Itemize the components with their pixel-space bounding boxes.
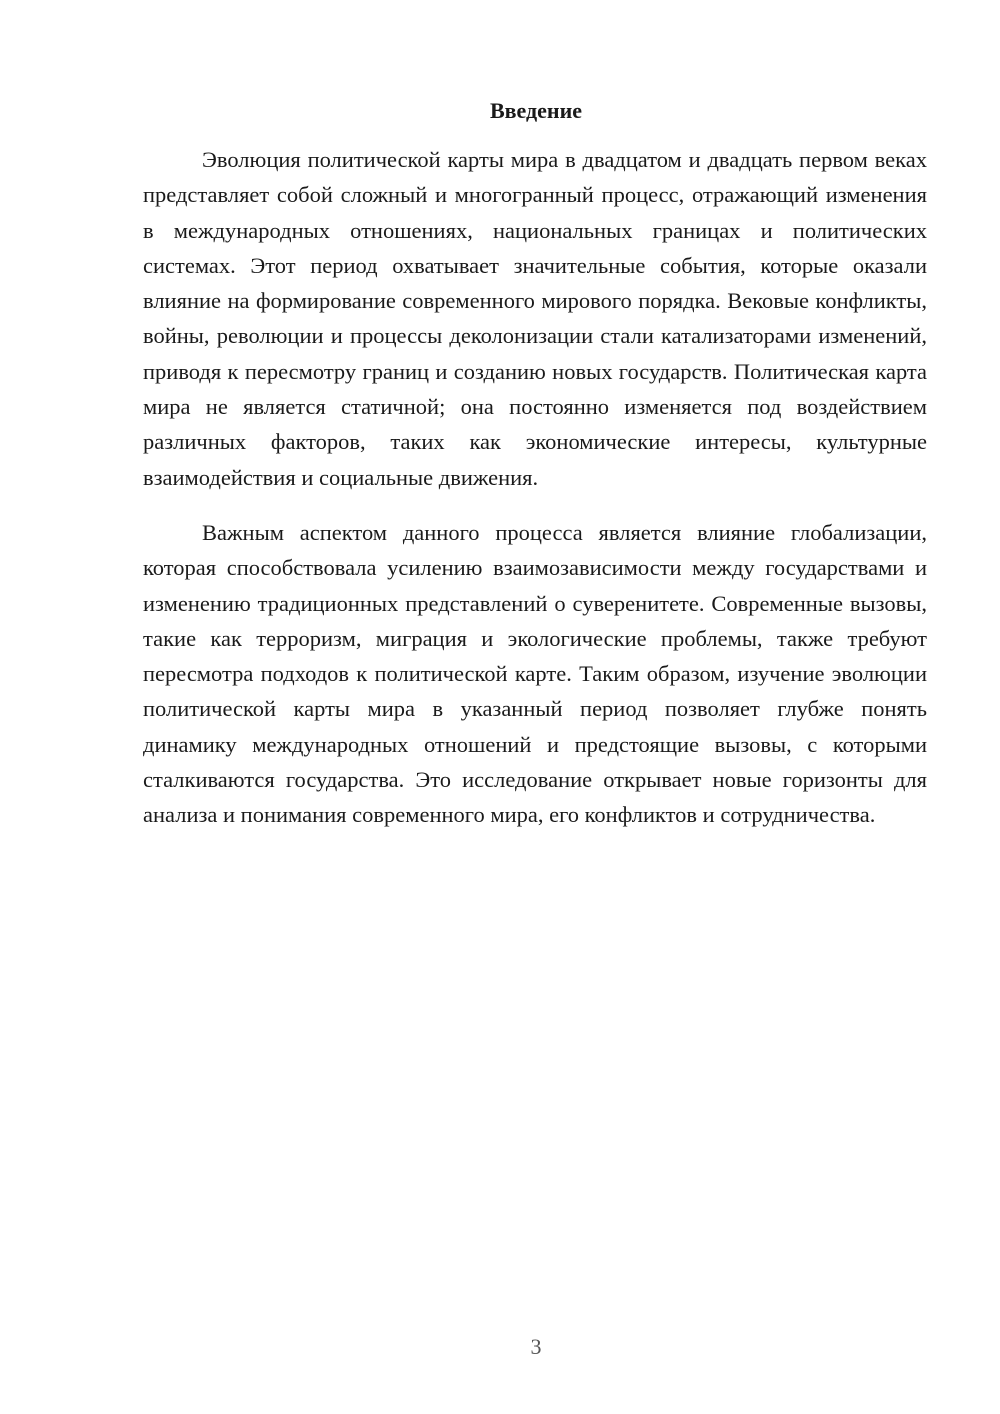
section-title: Введение xyxy=(489,98,583,123)
body-text xyxy=(143,142,927,833)
page-number: 3 xyxy=(530,1334,542,1359)
paragraph-1: Эволюция политической карты мира в двадцатом и двадцать первом веках представляет собой сложный и многогранный процесс, отражающий изменения в международных отношениях, национальных границах и политических системах. Этот период охватывает значительные события, которые оказали влияние на формирование современного мирового порядка. Вековые конфликты, войны, революции и процессы деколонизации стали катализаторами изменений, приводя к пересмотру границ и созданию новых государств. Политическая карта мира не является статичной; она постоянно изменяется под воздействием различных факторов, таких как экономические интересы, культурные взаимодействия и социальные движения. xyxy=(143,147,927,490)
paragraph-2: Важным аспектом данного процесса является влияние глобализации, которая способствовала усилению взаимозависимости между государствами и изменению традиционных представлений о суверенитете. Современные вызовы, такие как терроризм, миграция и экологические проблемы, также требуют пересмотра подходов к политической карте. Таким образом, изучение эволюции политической карты мира в указанный период позволяет глубже понять динамику международных отношений и предстоящие вызовы, с которыми сталкиваются государства. Это исследование открывает новые горизонты для анализа и понимания современного мира, его конфликтов и сотрудничества. xyxy=(143,519,927,828)
